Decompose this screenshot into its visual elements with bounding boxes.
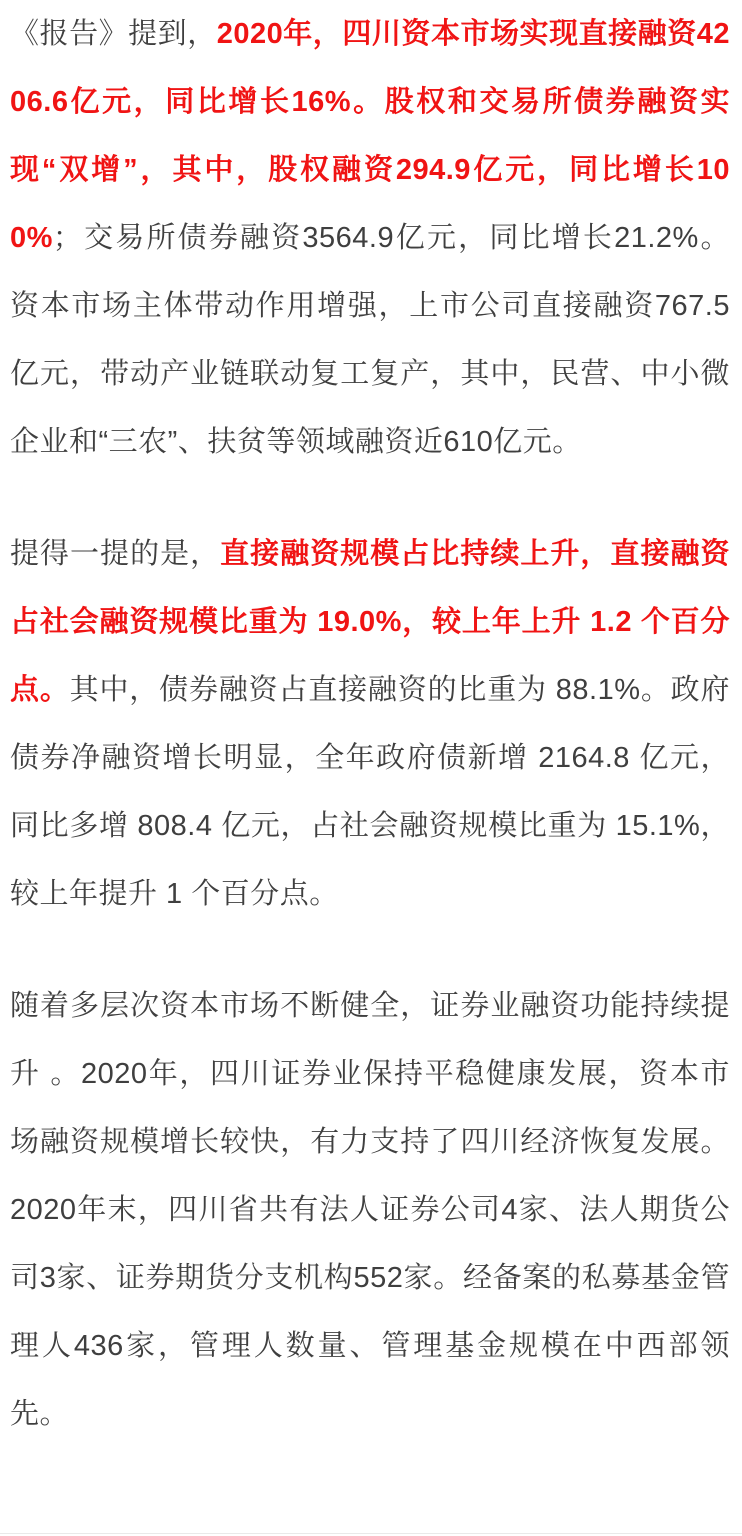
emphasis-text-segment: 2020年，四川资本市场实现直接融资4206.6亿元，同比增长16%。股权和交易所债券融资实现“双增”，其中，股权融资294.9亿元，同比增长100% <box>10 18 730 254</box>
text-segment: 随着多层次资本市场不断健全，证券业融资功能持续提升 。2020年，四川证券业保持平稳健康发展，资本市场融资规模增长较快，有力支持了四川经济恢复发展。2020年末，四川省共有法人证券公司4家、法人期货公司3家、证券期货分支机构552家。经备案的私募基金管理人436家，管理人数量、管理基金规模在中西部领先。 <box>10 990 730 1430</box>
text-segment: 其中，债券融资占直接融资的比重为 88.1%。政府债券净融资增长明显，全年政府债新增 2164.8 亿元，同比多增 808.4 亿元，占社会融资规模比重为 15.1%，较上年提升 1 个百分点。 <box>10 674 730 910</box>
bottom-divider <box>0 1533 742 1534</box>
text-segment: 提得一提的是， <box>10 538 221 570</box>
text-segment: ；交易所债券融资3564.9亿元，同比增长21.2%。资本市场主体带动作用增强，上市公司直接融资767.5亿元，带动产业链联动复工复产，其中，民营、中小微企业和“三农”、扶贫等领域融资近610亿元。 <box>10 222 730 458</box>
paragraph <box>10 972 730 1448</box>
text-segment: 《报告》提到， <box>10 18 217 50</box>
emphasis-text-segment: 直接融资规模占比持续上升，直接融资占社会融资规模比重为 19.0%，较上年上升 1.2 个百分点。 <box>10 538 730 706</box>
paragraph <box>10 0 730 476</box>
paragraph <box>10 520 730 928</box>
